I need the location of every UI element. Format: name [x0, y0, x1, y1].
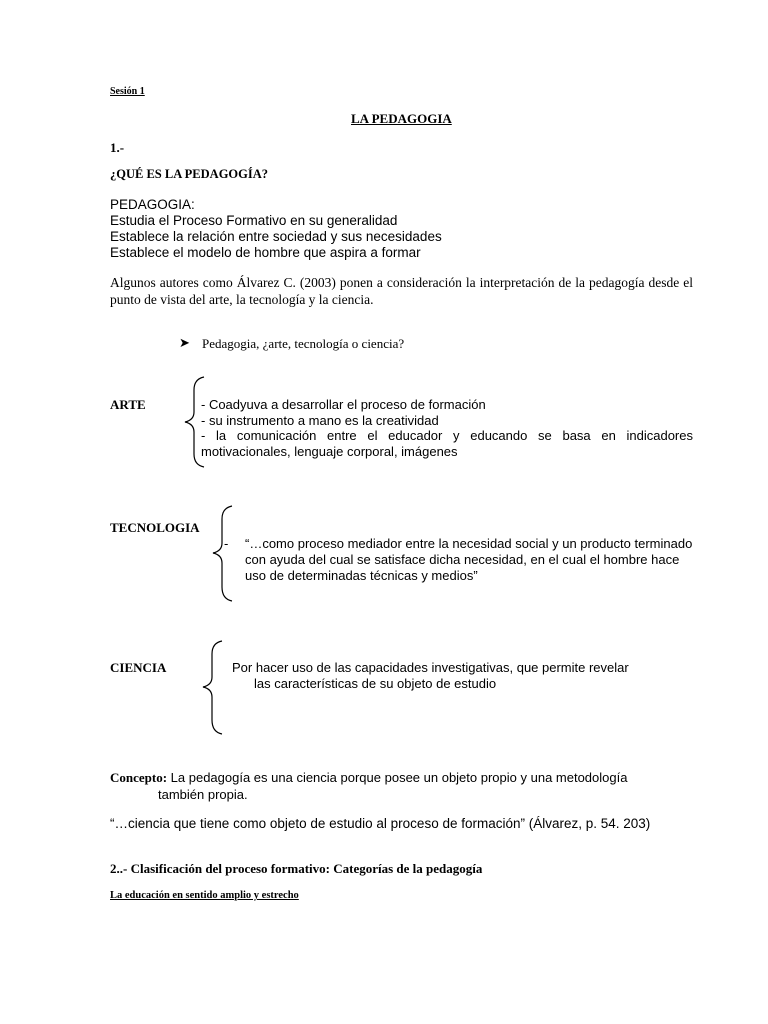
intro-paragraph: Algunos autores como Álvarez C. (2003) ponen a consideración la interpretación de la pedagogía desde el punto de vista del arte, la tecnología y la ciencia. — [110, 275, 693, 307]
session-label: Sesión 1 — [110, 86, 145, 97]
pedagogia-line: Estudia el Proceso Formativo en su generalidad — [110, 213, 398, 228]
pedagogia-line: Establece el modelo de hombre que aspira a formar — [110, 245, 421, 260]
ciencia-description — [232, 660, 629, 692]
document-title: LA PEDAGOGIA — [351, 111, 452, 126]
concepto-label: Concepto: — [110, 770, 168, 785]
ciencia-label: CIENCIA — [110, 660, 167, 675]
arte-label: ARTE — [110, 397, 146, 412]
tecnologia-description: “…como proceso mediador entre la necesidad social y un producto terminado con ayuda del cual se satisface dicha necesidad, en el cual el hombre hace uso de determinadas técnicas y medios” — [245, 536, 693, 583]
pedagogia-line: Establece la relación entre sociedad y sus necesidades — [110, 229, 442, 244]
tecnologia-dash: - — [224, 536, 229, 551]
section2-subheading: La educación en sentido amplio y estrecho — [110, 890, 299, 901]
section2-heading: 2..- Clasificación del proceso formativo: Categorías de la pedagogía — [110, 861, 483, 876]
ciencia-line: las características de su objeto de estudio — [254, 676, 497, 691]
tecnologia-brace-icon — [206, 505, 236, 602]
bullet-question: Pedagogia, ¿arte, tecnología o ciencia? — [202, 336, 405, 351]
arte-line: - Coadyuva a desarrollar el proceso de formación — [201, 397, 486, 412]
ciencia-brace-icon — [196, 640, 226, 735]
ciencia-line: Por hacer uso de las capacidades investigativas, que permite revelar — [232, 660, 629, 675]
definition-quote: “…ciencia que tiene como objeto de estudio al proceso de formación” (Álvarez, p. 54. 203) — [110, 816, 651, 831]
concepto-block — [110, 769, 627, 803]
section-question: ¿QUÉ ES LA PEDAGOGÍA? — [110, 167, 269, 181]
pedagogia-definition — [110, 197, 442, 261]
pedagogia-heading: PEDAGOGIA: — [110, 197, 195, 212]
arte-line: - la comunicación entre el educador y educando se basa en indicadores motivacionales, lenguaje corporal, imágenes — [201, 428, 693, 459]
arte-line: - su instrumento a mano es la creatividad — [201, 412, 439, 428]
concepto-text-continued: también propia. — [158, 787, 248, 802]
section-number: 1.- — [110, 140, 125, 155]
arte-description — [201, 397, 693, 459]
arrow-bullet-icon: ➤ — [179, 335, 190, 350]
concepto-text: La pedagogía es una ciencia porque posee un objeto propio y una metodología — [167, 770, 628, 785]
tecnologia-label: TECNOLOGIA — [110, 520, 200, 535]
